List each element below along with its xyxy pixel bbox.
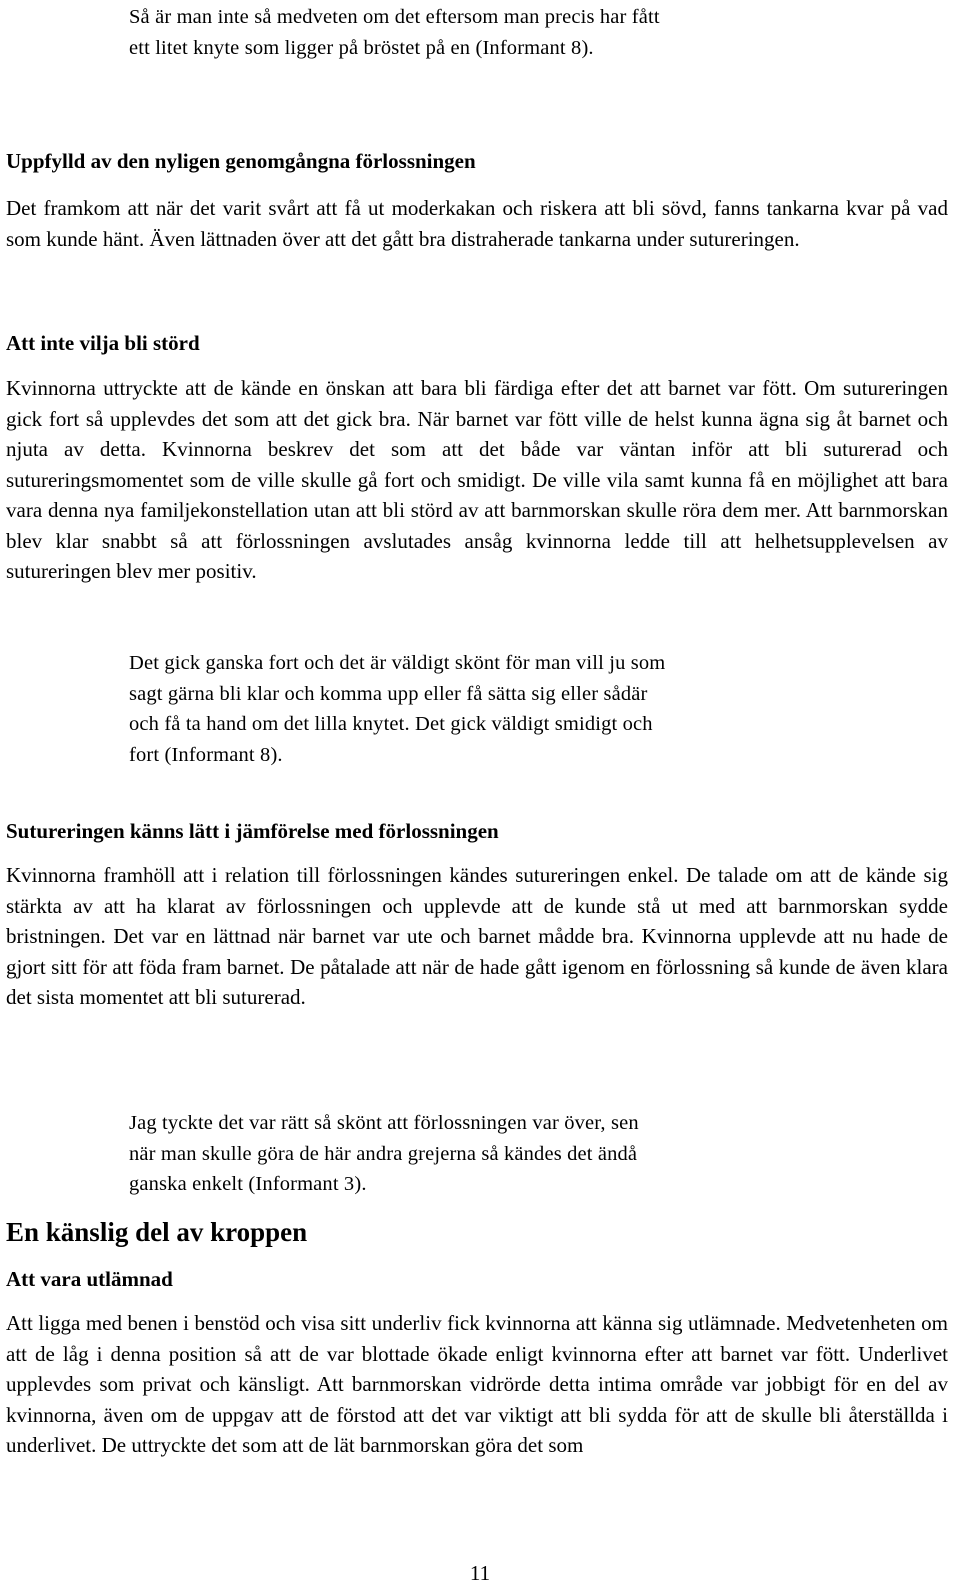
quote-line: ganska enkelt (Informant 3). bbox=[129, 1173, 367, 1195]
quote-line: och få ta hand om det lilla knytet. Det gick väldigt smidigt och bbox=[129, 713, 653, 735]
quote-informant-8-top bbox=[129, 2, 829, 63]
body-paragraph: Kvinnorna framhöll att i relation till förlossningen kändes sutureringen enkel. De talade om att de kände sig stärkta av att ha klarat av förlossningen och upplevde att de kunde stå ut med att barnmorskan sydde bristningen. Det var en lättnad när barnet var ute och barnet mådde bra. Kvinnorna upplevde att nu hade de gjort sitt för att föda fram barnet. De påtalade att när de hade gått igenom en förlossning så kunde de även klara det sista momentet att bli suturerad. bbox=[6, 863, 948, 1009]
quote-line: fort (Informant 8). bbox=[129, 743, 283, 766]
body-paragraph: Det framkom att när det varit svårt att få ut moderkakan och riskera att bli sövd, fanns tankarna kvar på vad som kunde hänt. Även lättnaden över att det gått bra distraherade tankarna under sutureringen. bbox=[6, 196, 948, 251]
quote-line: sagt gärna bli klar och komma upp eller få sätta sig eller sådär bbox=[129, 682, 648, 705]
quote-line: ett litet knyte som ligger på bröstet på en (Informant 8). bbox=[129, 36, 594, 59]
quote-line: Jag tyckte det var rätt så skönt att förlossningen var över, sen bbox=[129, 1112, 639, 1134]
section-heading: Att vara utlämnad bbox=[6, 1267, 173, 1291]
section-heading: Sutureringen känns lätt i jämförelse med förlossningen bbox=[6, 819, 499, 843]
body-paragraph: Att ligga med benen i benstöd och visa sitt underliv fick kvinnorna att känna sig utlämnade. Medvetenheten om att de låg i denna position så att de var blottade ökade enligt kvinnorna efter att barnet var fött. Underlivet upplevdes som privat och känsligt. Att barnmorskan vidrörde detta intima område var jobbigt för en del av kvinnorna, även om de uppgav att de förstod att det var viktigt att bli sydda för att de skulle bli återställda i underlivet. De uttryckte det som att de lät barnmorskan göra det som bbox=[6, 1311, 948, 1457]
quote-line: Så är man inte så medveten om det eftersom man precis har fått bbox=[129, 6, 660, 28]
body-paragraph: Kvinnorna uttryckte att de kände en önskan att bara bli färdiga efter det att barnet var fött. Om sutureringen gick fort så upplevdes det som att det gick bra. När barnet var fött ville de helst kunna ägna sig åt barnet och njuta av detta. Kvinnorna beskrev det som att det både var väntan inför att bli suturerad och sutureringsmomentet som de ville skulle gå fort och smidigt. De ville vila samt kunna få en möjlighet att bara vara denna nya familjekonstellation utan att bli störd av att barnmorskan skulle röra dem mer. Att barnmorskan blev klar snabbt så att förlossningen avslutades ansåg kvinnorna ledde till att helhetsupplevelsen av sutureringen blev mer positiv. bbox=[6, 376, 948, 583]
section-heading: Att inte vilja bli störd bbox=[6, 331, 200, 355]
quote-line: Det gick ganska fort och det är väldigt skönt för man vill ju som bbox=[129, 652, 666, 674]
chapter-heading: En känslig del av kroppen bbox=[6, 1217, 308, 1247]
quote-informant-8 bbox=[129, 648, 829, 770]
section-heading: Uppfylld av den nyligen genomgångna förlossningen bbox=[6, 149, 476, 173]
quote-informant-3 bbox=[129, 1108, 829, 1200]
page-number: 11 bbox=[469, 1561, 491, 1585]
quote-line: när man skulle göra de här andra grejerna så kändes det ändå bbox=[129, 1142, 638, 1165]
